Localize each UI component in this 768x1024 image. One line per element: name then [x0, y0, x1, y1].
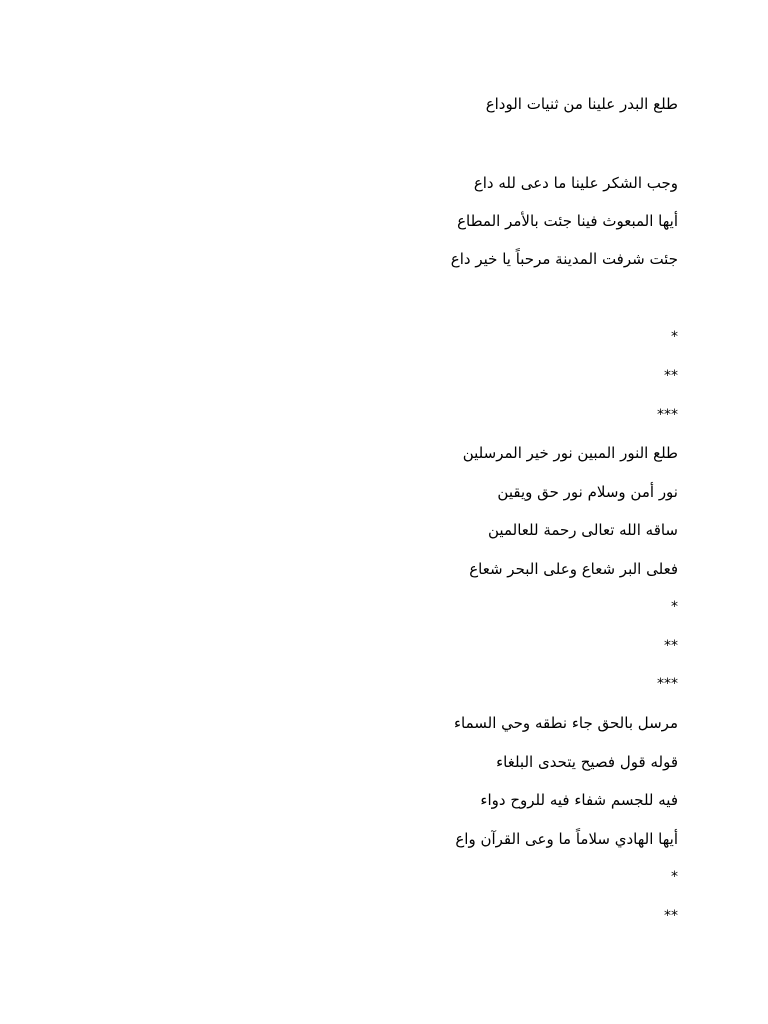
verse-line: أيها المبعوث فينا جئت بالأمر المطاع — [457, 212, 678, 230]
verse-line: ساقه الله تعالى رحمة للعالمين — [488, 521, 678, 539]
separator-stars: * — [671, 599, 678, 615]
separator-stars: * — [671, 329, 678, 345]
separator-stars: *** — [657, 407, 678, 423]
separator-stars: * — [671, 869, 678, 885]
verse-line: نور أمن وسلام نور حق ويقين — [497, 483, 678, 501]
verse-line: طلع النور المبين نور خير المرسلين — [462, 444, 678, 462]
verse-line: طلع البدر علينا من ثنيات الوداع — [485, 95, 678, 113]
separator-stars: ** — [664, 908, 678, 924]
verse-line: فعلى البر شعاع وعلى البحر شعاع — [469, 560, 678, 578]
verse-line: جئت شرفت المدينة مرحباً يا خير داع — [450, 250, 678, 268]
verse-line: قوله قول فصيح يتحدى البلغاء — [496, 753, 678, 771]
verse-line: فيه للجسم شفاء فيه للروح دواء — [480, 791, 678, 809]
separator-stars: ** — [664, 368, 678, 384]
separator-stars: *** — [657, 676, 678, 692]
separator-stars: ** — [664, 638, 678, 654]
verse-line: مرسل بالحق جاء نطقه وحي السماء — [453, 714, 678, 732]
verse-line: وجب الشكر علينا ما دعى لله داع — [473, 174, 678, 192]
verse-line: أيها الهادي سلاماً ما وعى القرآن واع — [455, 830, 678, 848]
